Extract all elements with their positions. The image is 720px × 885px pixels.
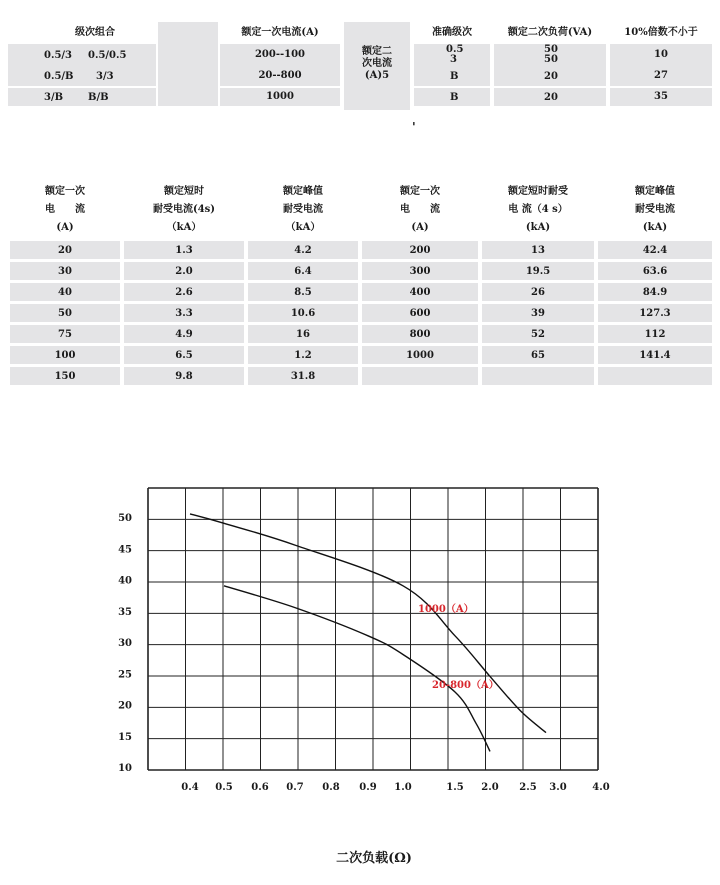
t2-left-cell: 8.5: [248, 283, 358, 301]
t2-left-cell: 6.5: [124, 346, 244, 364]
t2-left-cell: 40: [10, 283, 120, 301]
t1-header-combination: 级次组合: [75, 27, 115, 38]
t2-header-short-time_r-line-1: 额定短时耐受: [508, 186, 568, 197]
t1-header-burden: 额定二次负荷(VA): [507, 27, 593, 38]
t2-right-cell: 65: [482, 346, 594, 364]
stray-mark: ': [412, 120, 416, 134]
t2-right-cell: 400: [362, 283, 478, 301]
t2-right-cell: 13: [482, 241, 594, 259]
t2-left-cell: 6.4: [248, 262, 358, 280]
t2-right-cell: 200: [362, 241, 478, 259]
t2-right-cell: 52: [482, 325, 594, 343]
x-tick-label: 1.0: [394, 782, 412, 793]
series-line-1: [190, 514, 546, 733]
y-tick-label: 25: [118, 669, 132, 681]
t2-header-peak-r-line-2: 耐受电流: [635, 204, 675, 215]
t2-left-cell: 2.0: [124, 262, 244, 280]
t1-r2-burden: 20: [544, 71, 558, 82]
t2-header-current-line-1: 额定一次: [45, 186, 85, 197]
t2-right-cell: 1000: [362, 346, 478, 364]
t2-left-cell: 100: [10, 346, 120, 364]
x-tick-label: 0.9: [359, 782, 377, 793]
t2-right-cell: 26: [482, 283, 594, 301]
t1-r2-accuracy: B: [450, 71, 459, 82]
x-axis-label: 二次负载(Ω): [336, 851, 412, 866]
t1-r2-combo-b: 3/3: [96, 71, 114, 82]
t2-header-short-time-line-3: （kA）: [166, 222, 202, 233]
t2-right-cell: 42.4: [598, 241, 712, 259]
t1-r1-burden-b: 50: [544, 54, 558, 65]
y-tick-label: 15: [118, 731, 132, 743]
t2-header-short-time_r-line-3: (kA): [525, 222, 551, 233]
t2-header-short-time_r-line-2: 电 流（4 s）: [508, 204, 568, 215]
t2-left-cell: 30: [10, 262, 120, 280]
t2-left-cell: 2.6: [124, 283, 244, 301]
t1-r3-accuracy: B: [450, 92, 459, 103]
t2-left-cell: 1.3: [124, 241, 244, 259]
t1-bg-combo-1: [8, 44, 156, 66]
t2-right-cell: 19.5: [482, 262, 594, 280]
t2-left-cell: 20: [10, 241, 120, 259]
t1-r3-factor: 35: [654, 91, 668, 102]
x-tick-label: 0.8: [322, 782, 340, 793]
x-tick-label: 1.5: [446, 782, 464, 793]
t1-r1-current: 200--100: [254, 49, 306, 60]
t2-left-cell: 10.6: [248, 304, 358, 322]
t1-r3-combo-a: 3/B: [44, 92, 64, 103]
t2-right-cell: 63.6: [598, 262, 712, 280]
t1-header-accuracy: 准确级次: [432, 27, 472, 38]
y-tick-label: 20: [118, 700, 132, 712]
y-tick-label: 35: [118, 606, 132, 618]
t2-right-cell: 800: [362, 325, 478, 343]
t2-header-short-time-line-2: 耐受电流(4s): [152, 204, 216, 215]
t1-r1-combo-a: 0.5/3: [44, 50, 73, 61]
x-tick-label: 0.5: [215, 782, 233, 793]
series-label-20-800a: 20-800（A）: [432, 680, 499, 691]
t2-header-peak-r-line-3: (kA): [642, 222, 668, 233]
t2-right-cell: 39: [482, 304, 594, 322]
t2-left-cell: 150: [10, 367, 120, 385]
t2-header-peak-line-1: 额定峰值: [283, 186, 323, 197]
x-tick-label: 3.0: [549, 782, 567, 793]
t1-r3-current: 1000: [266, 91, 294, 102]
t2-header-peak-line-2: 耐受电流: [283, 204, 323, 215]
t2-left-cell: 9.8: [124, 367, 244, 385]
y-tick-label: 30: [118, 638, 132, 649]
t1-bg-combo-3: [8, 88, 156, 106]
t1-r3-burden: 20: [544, 92, 558, 103]
t2-header-current-line-3: (A): [56, 222, 74, 233]
t1-r1-factor: 10: [654, 49, 668, 60]
t2-right-cell: 112: [598, 325, 712, 343]
chart-curves: [190, 514, 546, 752]
y-tick-label: 45: [118, 544, 132, 556]
t1-r3-combo-b: B/B: [88, 92, 109, 103]
y-tick-labels: [118, 513, 132, 774]
x-tick-label: 2.5: [519, 782, 537, 793]
t1-r1-combo-b: 0.5/0.5: [88, 50, 127, 61]
series-line-2: [224, 586, 490, 752]
t1-header-secondary-current: 额定二 次电流 (A)5: [362, 46, 392, 81]
t1-header-factor: 10%倍数不小于: [624, 27, 698, 38]
t1-r1-accuracy-b: 3: [450, 54, 457, 65]
t1-bg-combo-2: [8, 66, 156, 86]
t2-right-cell: 141.4: [598, 346, 712, 364]
x-tick-label: 4.0: [592, 782, 610, 793]
x-tick-label: 2.0: [481, 782, 499, 793]
y-tick-label: 50: [118, 513, 132, 524]
y-tick-label: 10: [118, 763, 132, 774]
x-tick-label: 0.6: [251, 782, 269, 793]
t2-header-peak-line-3: （kA）: [285, 222, 321, 233]
t2-left-cell: 31.8: [248, 367, 358, 385]
t2-left-cell: 1.2: [248, 346, 358, 364]
t2-left-cell: 3.3: [124, 304, 244, 322]
t1-r1-accuracy-a: 0.5: [446, 44, 464, 55]
t2-left-cell: 4.2: [248, 241, 358, 259]
t2-header-current-r-line-1: 额定一次: [400, 186, 440, 197]
t2-right-cell: [482, 367, 594, 385]
t1-r2-factor: 27: [654, 70, 668, 81]
x-tick-labels: [181, 782, 609, 793]
t1-r2-current: 20--800: [258, 70, 302, 81]
t1-bg-blank: [158, 22, 218, 106]
x-tick-label: 0.7: [286, 782, 304, 793]
t2-left-cell: 4.9: [124, 325, 244, 343]
t2-left-cell: 75: [10, 325, 120, 343]
series-label-1000a: 1000（A）: [418, 604, 474, 615]
t1-r1-burden-a: 50: [544, 44, 558, 55]
t2-right-cell: 600: [362, 304, 478, 322]
t2-right-cell: 300: [362, 262, 478, 280]
t2-right-cell: 127.3: [598, 304, 712, 322]
t2-header-current-line-2: 电 流: [45, 204, 85, 215]
t2-header-short-time-line-1: 额定短时: [164, 186, 204, 197]
t2-right-cell: [598, 367, 712, 385]
t2-header-peak-r-line-1: 额定峰值: [635, 186, 675, 197]
x-tick-label: 0.4: [181, 782, 199, 793]
t2-left-cell: 16: [248, 325, 358, 343]
t1-header-primary-current: 额定一次电流(A): [241, 27, 319, 38]
t2-right-cell: 84.9: [598, 283, 712, 301]
chart-grid: [148, 488, 598, 770]
t1-r2-combo-a: 0.5/B: [44, 71, 74, 82]
t2-right-cell: [362, 367, 478, 385]
y-tick-label: 40: [118, 575, 132, 587]
t2-left-cell: 50: [10, 304, 120, 322]
t2-header-current-r-line-3: (A): [411, 222, 429, 233]
t2-header-current-r-line-2: 电 流: [400, 204, 440, 215]
